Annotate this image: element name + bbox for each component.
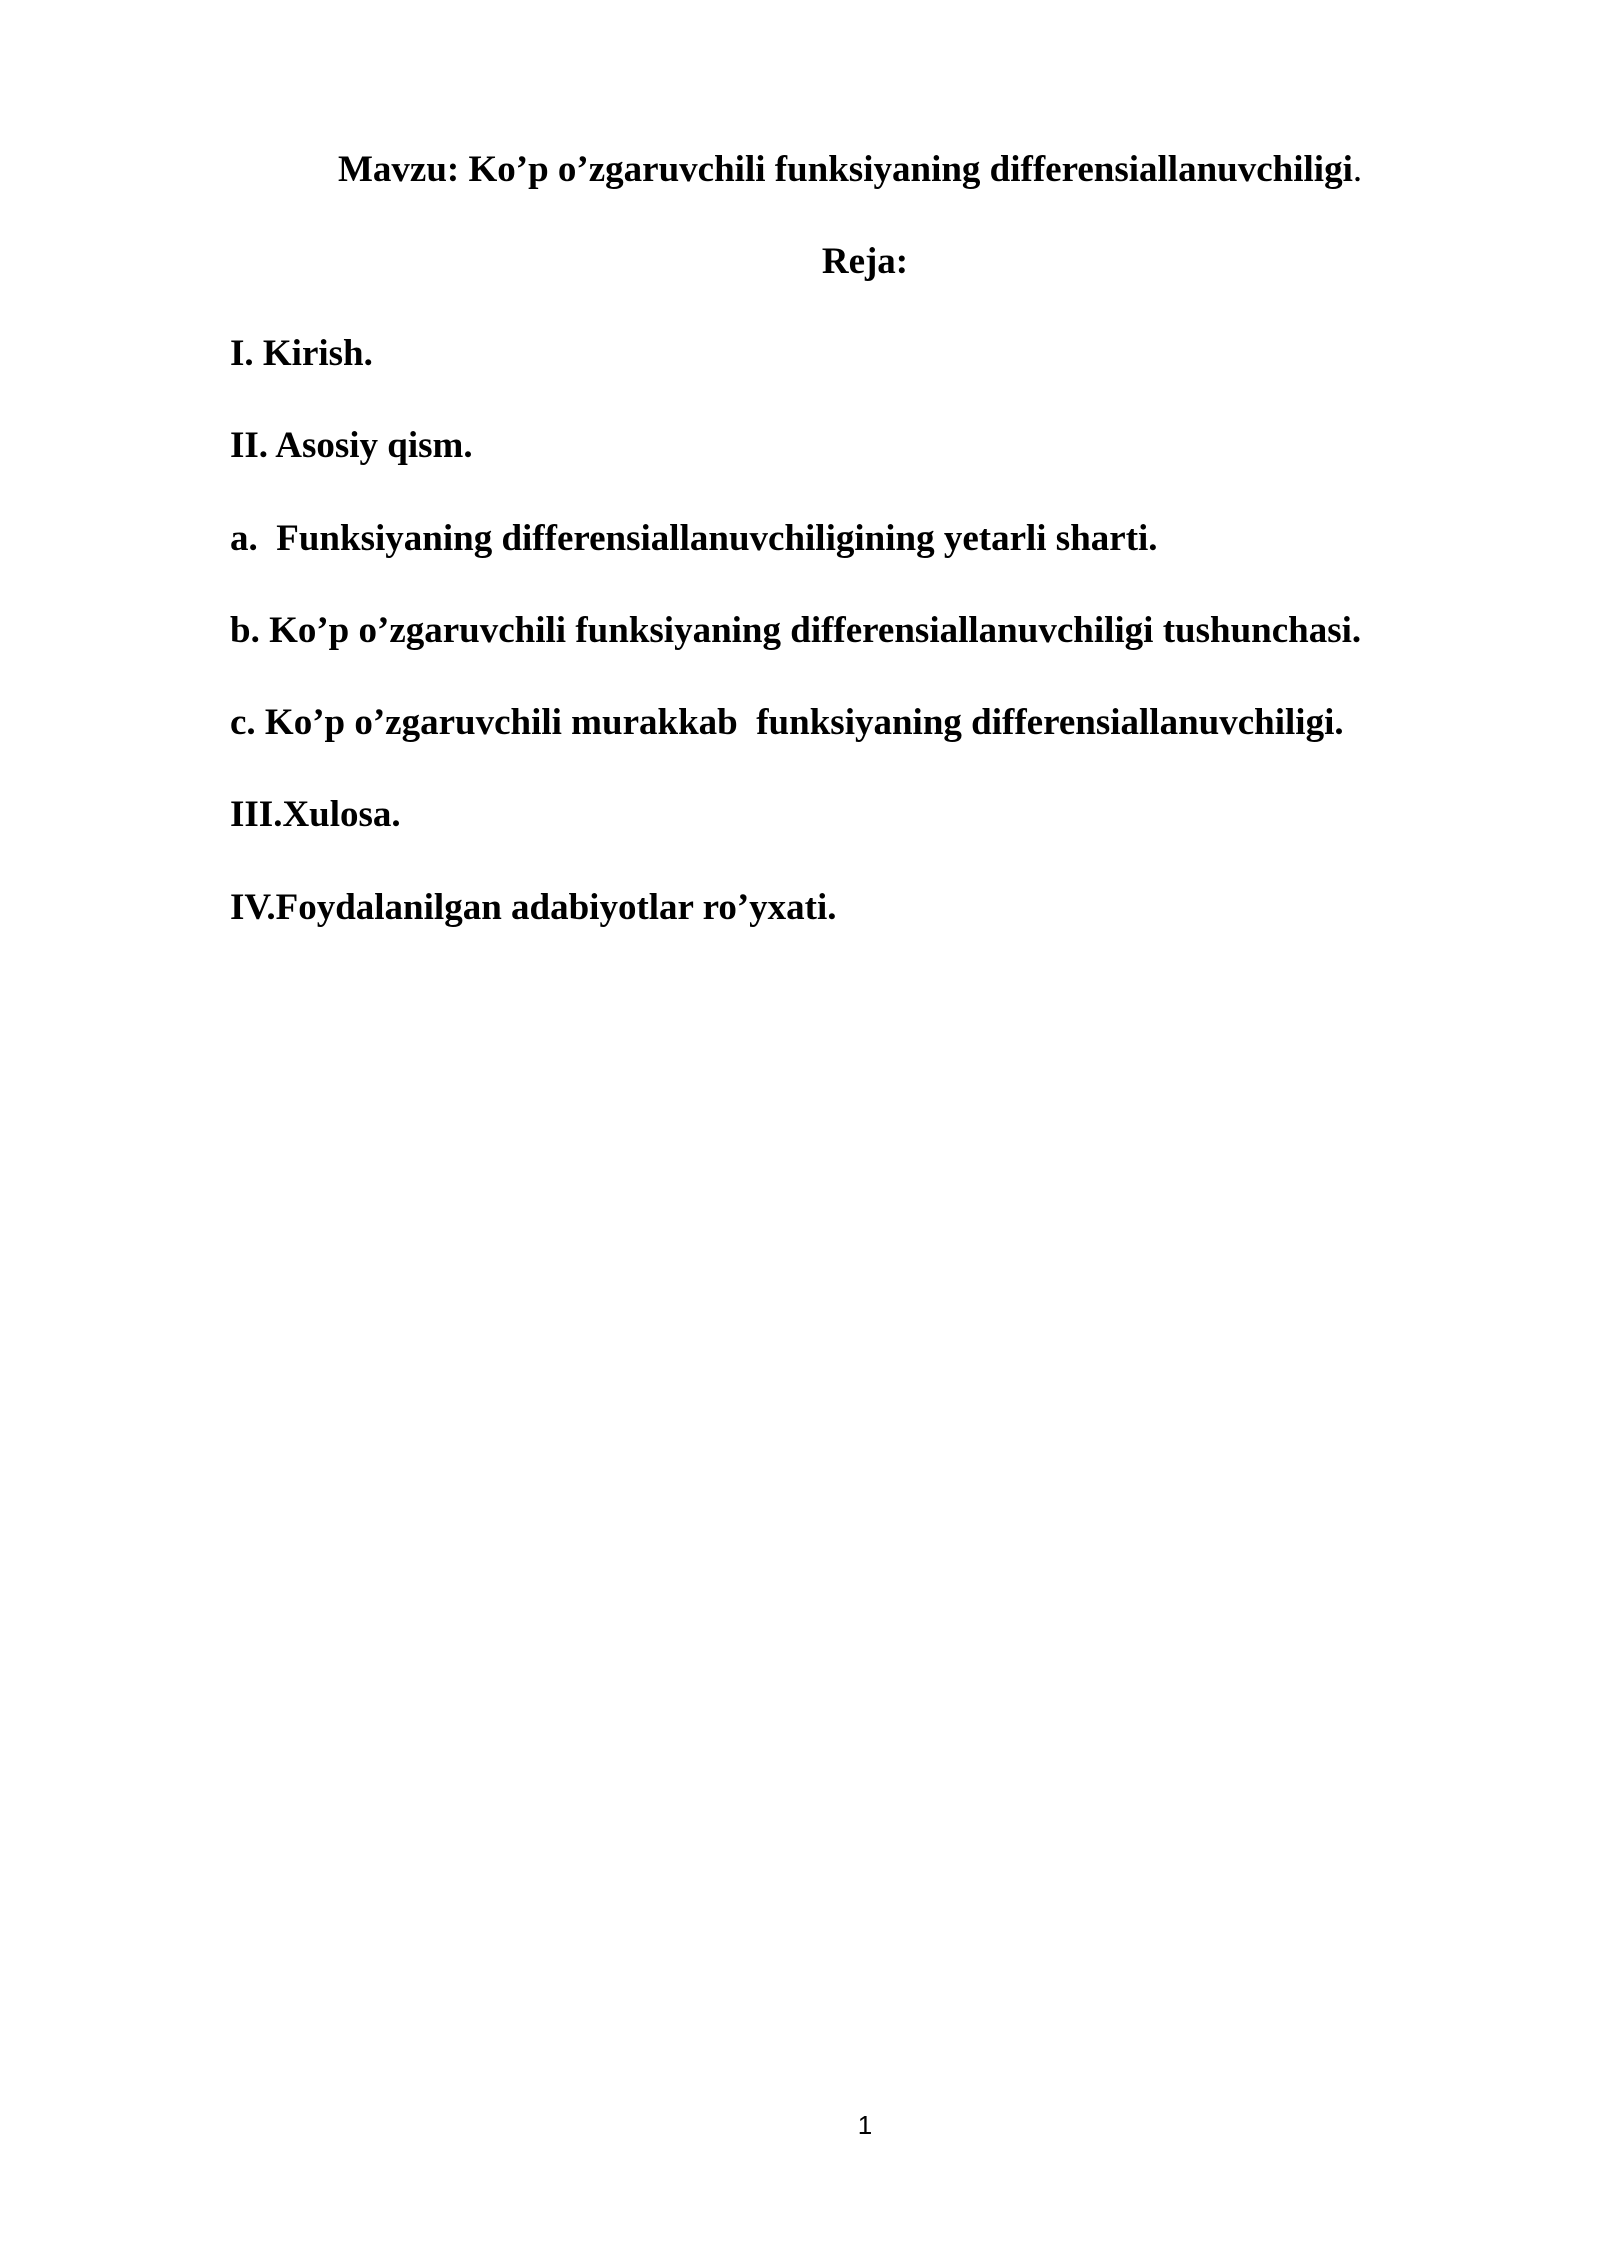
page-number: 1: [857, 2110, 873, 2140]
plan-item: c. Ko’p o’zgaruvchili murakkab funksiyaning differensiallanuvchiligi.: [230, 702, 1344, 744]
plan-list: [230, 332, 1361, 978]
plan-item: II. Asosiy qism.: [230, 425, 473, 467]
document-title: [338, 148, 1362, 192]
plan-item: III.Xulosa.: [230, 794, 401, 836]
plan-item: IV.Foydalanilgan adabiyotlar ro’yxati.: [230, 886, 837, 928]
plan-item: I. Kirish.: [230, 333, 373, 374]
plan-heading: Reja:: [821, 241, 909, 282]
plan-item: a. Funksiyaning differensiallanuvchiligining yetarli sharti.: [230, 517, 1158, 559]
title-punctuation: .: [1352, 149, 1363, 190]
plan-item: b. Ko’p o’zgaruvchili funksiyaning differensiallanuvchiligi tushunchasi.: [230, 609, 1362, 651]
title-text: Mavzu: Ko’p o’zgaruvchili funksiyaning differensiallanuvchiligi: [338, 149, 1353, 190]
